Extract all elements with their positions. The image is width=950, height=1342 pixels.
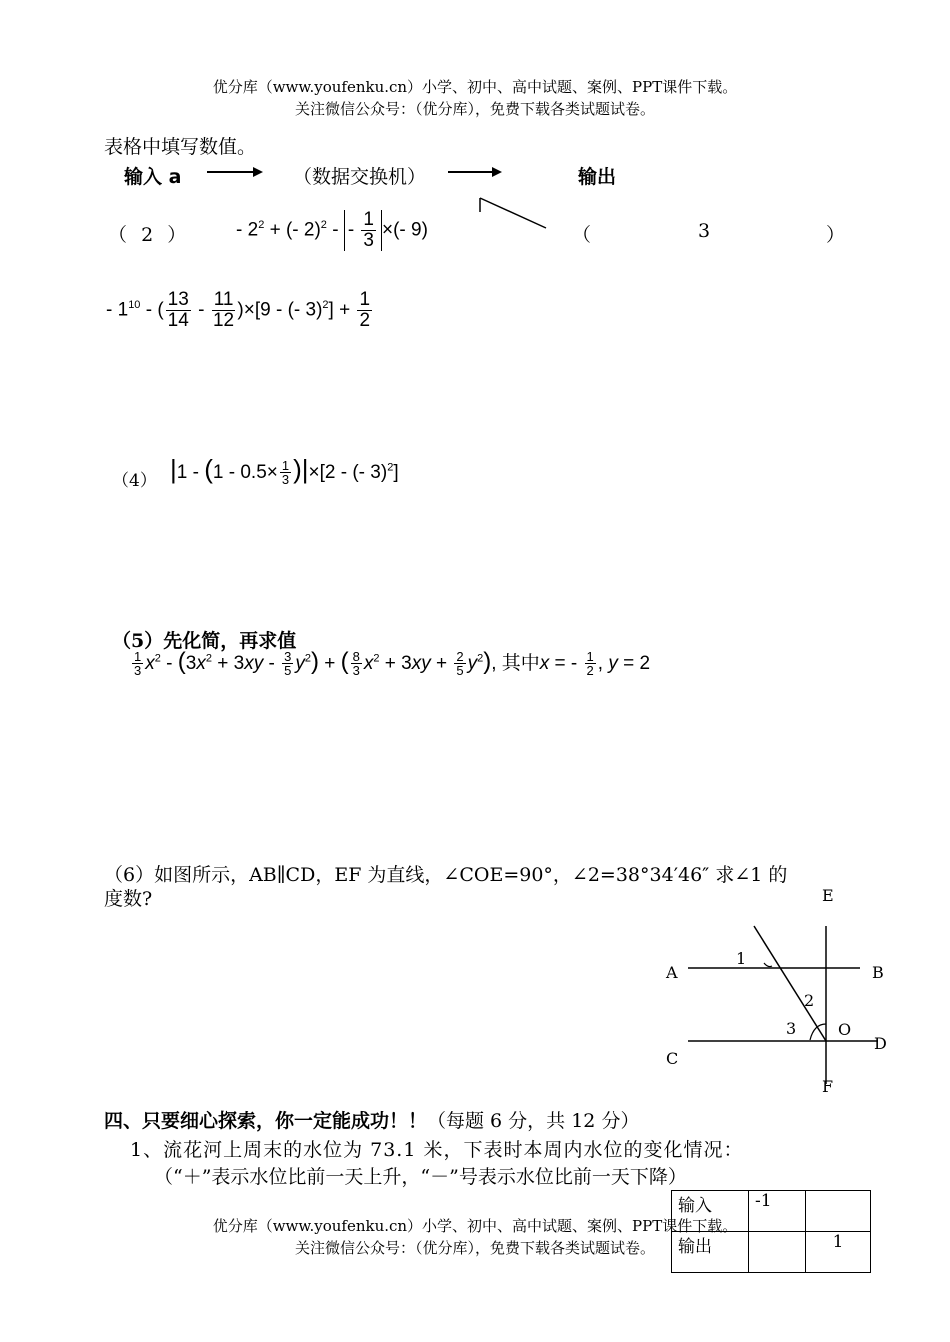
label-c: C [666, 1049, 679, 1068]
section4-q1: 1、流花河上周末的水位为 73.1 米，下表时本周内水位的变化情况： [130, 1139, 744, 1161]
label-o: O [838, 1020, 852, 1039]
q2-label-num: 2 [141, 224, 154, 246]
header-line-2: 关注微信公众号：（优分库），免费下载各类试题试卷。 [294, 100, 655, 118]
q2-expression: - $2^2$ + (- 2)$^2$ - - $\frac{1}{3}$ ×(- 9) [236, 209, 428, 251]
q2-label-open: （ [108, 224, 128, 246]
q5-expression: $\frac{1}{3}$ $x^2 - (3x^2 + 3xy$ - $\frac{3}{5}$ $y^2$) + ( $\frac{8}{3}$ $x^2 + 3xy$ + $\frac{2}{5}$ $y^2$), 其中x = - $\frac{1}{2}$ , y = 2 [134, 648, 651, 679]
q2-label [108, 220, 186, 247]
angle-1-arc [764, 963, 772, 967]
label-angle-3: 3 [786, 1019, 797, 1038]
flow-decoration-line [476, 196, 552, 232]
label-f: F [822, 1077, 834, 1096]
section4-note: （“＋”表示水位比前一天上升，“－”号表示水位比前一天下降） [154, 1166, 687, 1188]
q4-label: （4） [112, 471, 157, 491]
q5-label: （5）先化简，再求值 [112, 630, 297, 652]
label-angle-1: 1 [736, 949, 747, 968]
io-head-output: 输出 [672, 1232, 749, 1273]
section4-title: 四、只要细心探索，你一定能成功！！ [104, 1110, 428, 1132]
q2-label-close: ） [167, 224, 187, 246]
flow-arrow-2 [446, 162, 506, 182]
q6-text-line1: （6）如图所示，AB∥CD，EF 为直线，∠COE=90°，∠2=38°34′46″ 求∠1 的 [104, 864, 788, 886]
label-a: A [666, 963, 678, 982]
label-angle-2: 2 [804, 991, 815, 1010]
flow-input-label: 输入 a [124, 166, 182, 188]
header-line-1: 优分库（www.youfenku.cn）小学、初中、高中试题、案例、PPT课件下载。 [212, 78, 738, 96]
intro-text: 表格中填写数值。 [104, 136, 257, 158]
q3-label-num: 3 [698, 220, 711, 242]
label-d: D [874, 1034, 887, 1053]
q3-label-close: ） [826, 224, 846, 246]
io-cell: 1 [806, 1232, 871, 1273]
q4-expression: |1 - (1 - 0.5× $\frac{1}{3}$ )|×[2 - (- 3)$^2$] [170, 454, 399, 488]
q3-expression: - $1^{10}$ - ( $\frac{13}{14}$ - $\frac{11}{12}$ )×[9 - (- 3)$^2$] + $\frac{1}{2}$ [106, 289, 371, 331]
section4-score: （每题 6 分，共 12 分） [427, 1110, 640, 1132]
flow-machine-label: （数据交换机） [293, 166, 427, 188]
label-e: E [822, 886, 834, 905]
footer-line-2: 关注微信公众号：（优分库），免费下载各类试题试卷。 [294, 1239, 655, 1257]
q5-condition: 其中 [501, 652, 540, 674]
io-head-input: 输入 [672, 1191, 749, 1232]
geometry-figure [660, 886, 900, 1098]
q3-label-open: （ [572, 224, 592, 246]
section4-heading [104, 1106, 639, 1133]
io-cell: -1 [749, 1191, 806, 1232]
label-b: B [872, 963, 884, 982]
q6-text-line2: 度数? [104, 888, 153, 910]
flow-arrow-1 [205, 162, 265, 182]
flow-output-label: 输出 [578, 166, 617, 188]
footer-line-1: 优分库（www.youfenku.cn）小学、初中、高中试题、案例、PPT课件下载。 [212, 1217, 738, 1235]
